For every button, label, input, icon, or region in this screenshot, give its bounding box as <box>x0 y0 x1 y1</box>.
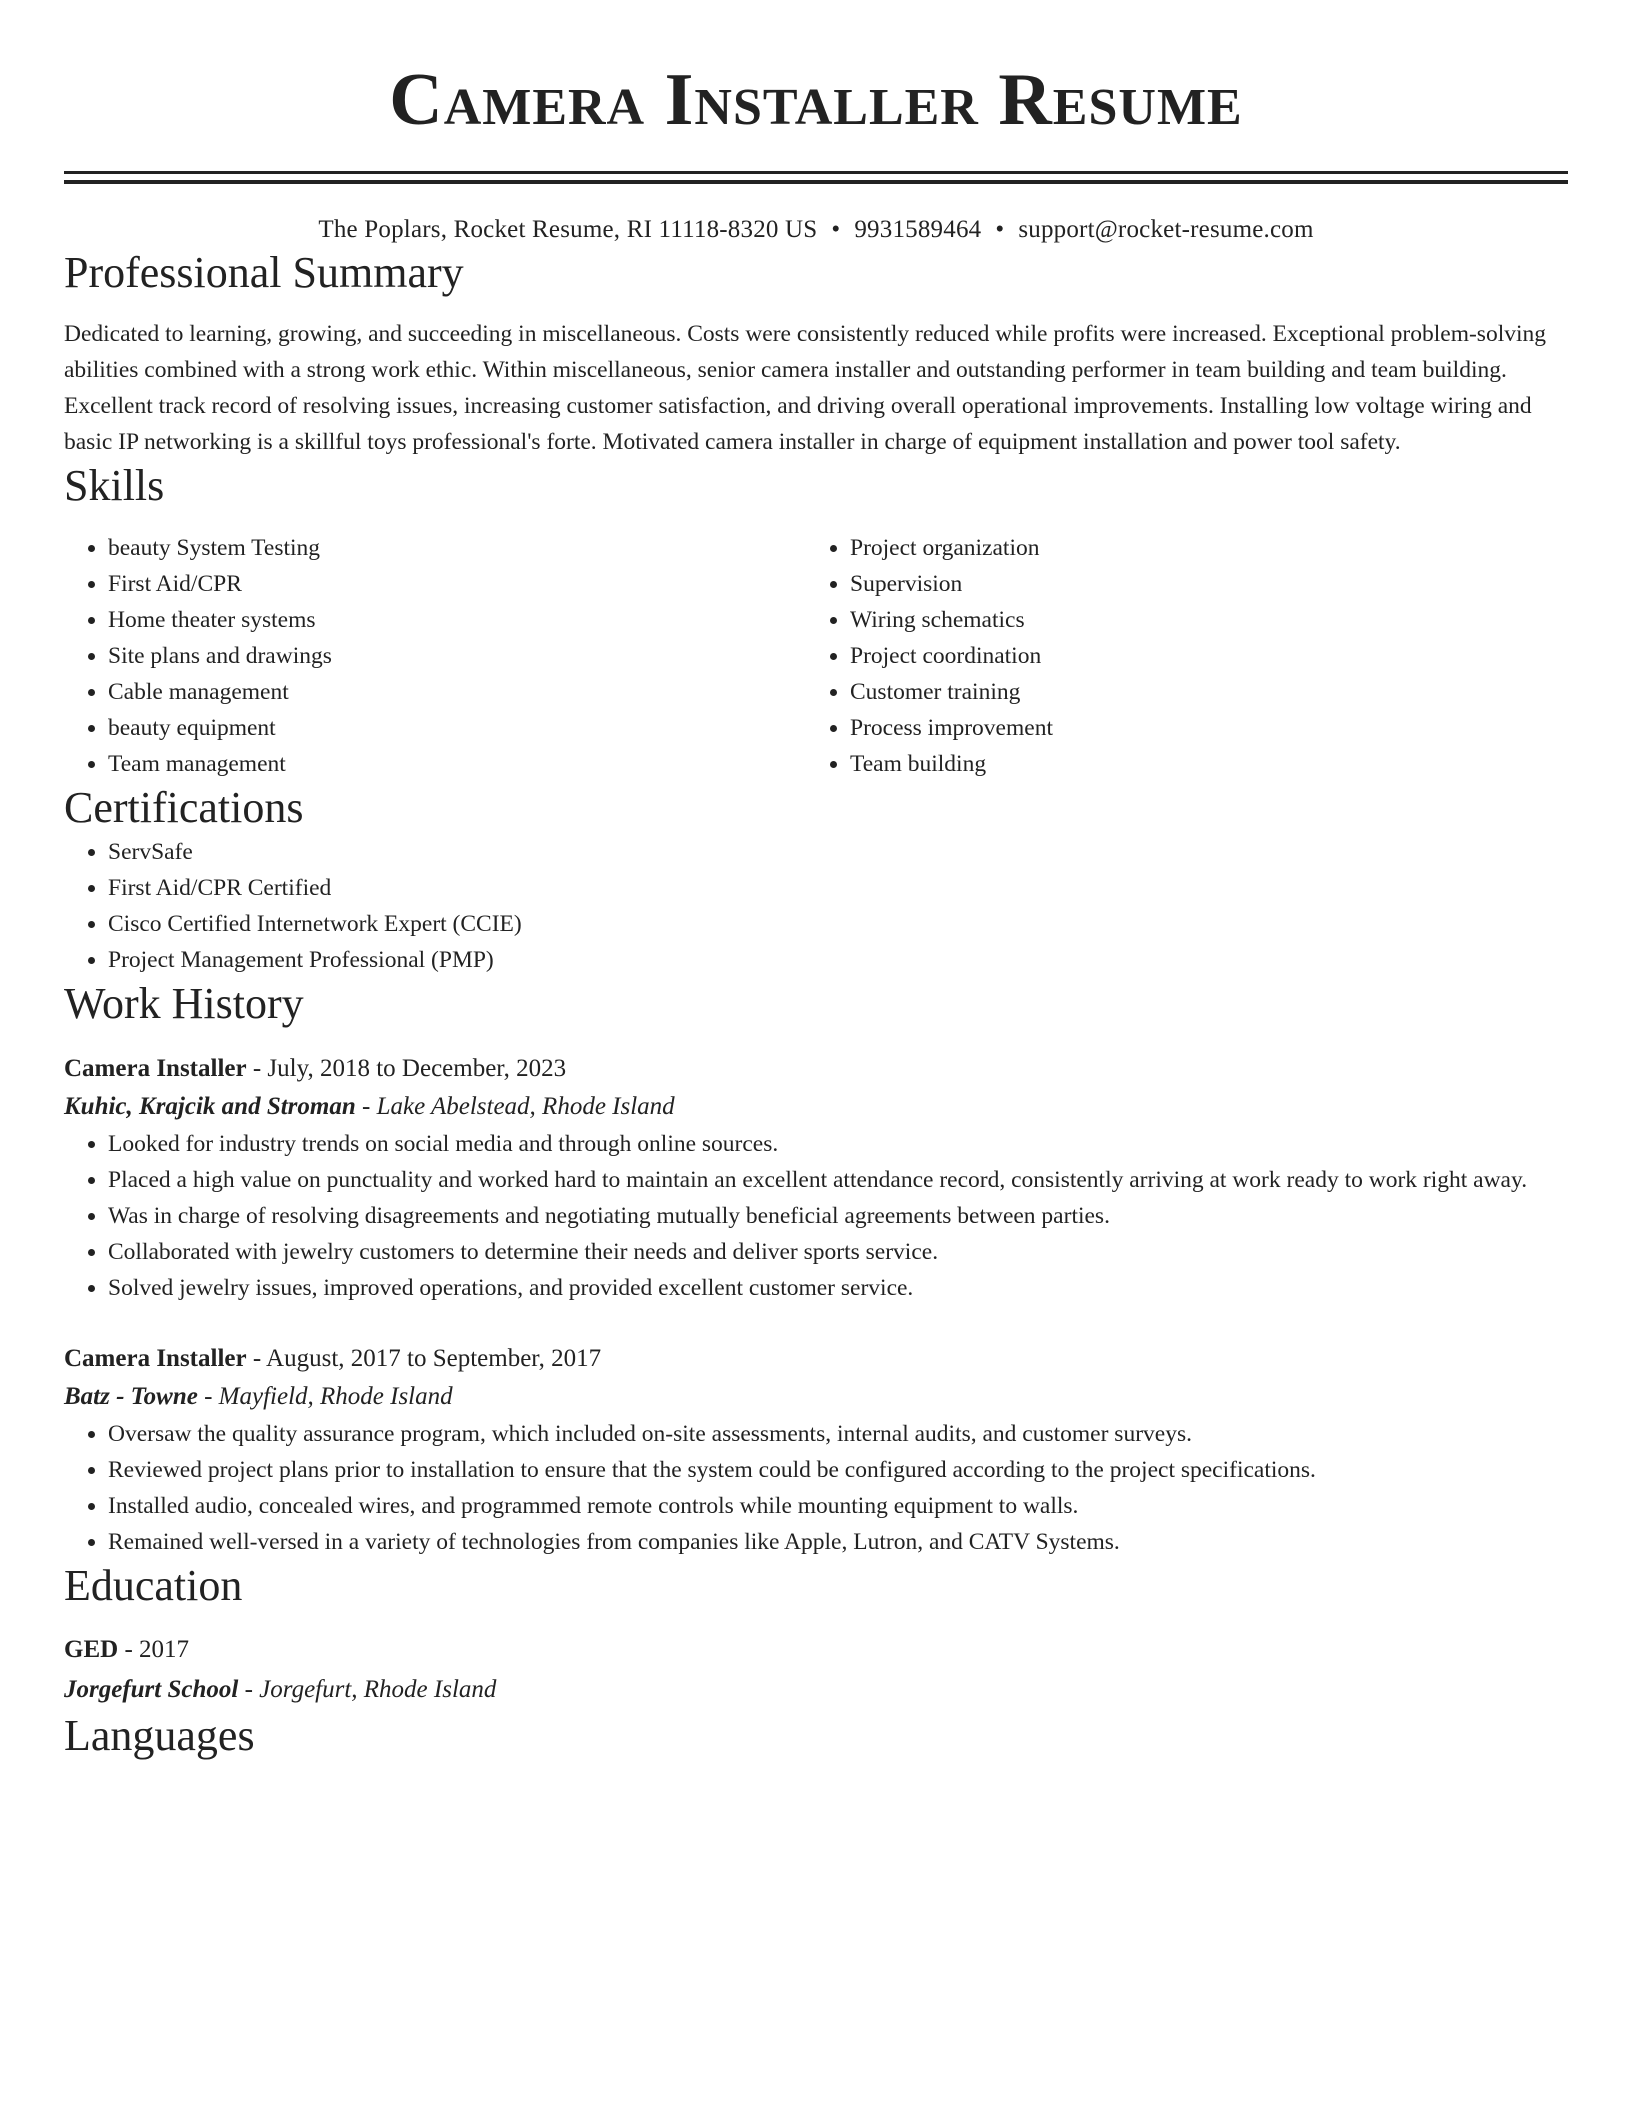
skill-item: • beauty System Testing <box>108 530 806 566</box>
job-entry <box>64 1340 1568 1560</box>
education-degree: GED <box>64 1636 119 1663</box>
skill-item: • Home theater systems <box>108 602 806 638</box>
skill-item: • First Aid/CPR <box>108 566 806 602</box>
education-heading: Education <box>64 1561 243 1610</box>
job-bullet: • Looked for industry trends on social media and through online sources. <box>108 1126 1568 1162</box>
skill-item: • Team management <box>108 746 806 782</box>
summary-heading: Professional Summary <box>64 248 464 297</box>
skill-item: • Project coordination <box>850 638 1548 674</box>
certification-item: • Project Management Professional (PMP) <box>108 942 1568 978</box>
job-bullet: • Remained well-versed in a variety of technologies from companies like Apple, Lutron, and CATV Systems. <box>108 1524 1568 1560</box>
summary-text: Dedicated to learning, growing, and succeeding in miscellaneous. Costs were consistently reduced while profits were increased. Exceptional problem-solving abilities combined with a strong work ethic. Within miscellaneous, senior camera installer and outstanding performer in team building and team building. Excellent track record of resolving issues, increasing customer satisfaction, and driving overall operational improvements. Installing low voltage wiring and basic IP networking is a skillful toys professional's forte. Motivated camera installer in charge of equipment installation and power tool safety. <box>64 321 1547 455</box>
job-bullet: • Was in charge of resolving disagreements and negotiating mutually beneficial agreements between parties. <box>108 1198 1568 1234</box>
contact-address: The Poplars, Rocket Resume, RI 11118-8320 US <box>318 216 818 243</box>
job-bullets <box>64 1416 1568 1560</box>
job-title: Camera Installer <box>64 1345 247 1372</box>
education-school-line <box>64 1670 1568 1710</box>
contact-phone: 9931589464 <box>854 216 982 243</box>
skill-item: • Site plans and drawings <box>108 638 806 674</box>
job-company: Batz - Towne <box>64 1383 198 1410</box>
job-entry <box>64 1050 1568 1306</box>
skill-item: • Process improvement <box>850 710 1548 746</box>
languages-heading: Languages <box>64 1711 255 1760</box>
job-title-line <box>64 1050 1568 1088</box>
skill-item: • Cable management <box>108 674 806 710</box>
certifications-heading: Certifications <box>64 783 304 832</box>
contact-line <box>64 213 1568 247</box>
job-company-line <box>64 1088 1568 1126</box>
job-location: - Mayfield, Rhode Island <box>197 1383 453 1410</box>
job-dates: - July, 2018 to December, 2023 <box>246 1055 567 1082</box>
certifications-list <box>64 834 1568 978</box>
job-bullet: • Collaborated with jewelry customers to determine their needs and deliver sports service. <box>108 1234 1568 1270</box>
contact-separator: • <box>995 216 1005 243</box>
job-company-line <box>64 1378 1568 1416</box>
skill-item: • beauty equipment <box>108 710 806 746</box>
job-bullet: • Oversaw the quality assurance program, which included on-site assessments, internal audits, and customer surveys. <box>108 1416 1568 1452</box>
skills-heading: Skills <box>64 461 165 510</box>
contact-email: support@rocket-resume.com <box>1018 216 1314 243</box>
skills-columns <box>64 530 1568 782</box>
skill-item: • Customer training <box>850 674 1548 710</box>
work-history-heading: Work History <box>64 979 304 1028</box>
resume-title: Camera Installer Resume <box>389 59 1243 141</box>
skill-item: • Supervision <box>850 566 1548 602</box>
skill-item: • Team building <box>850 746 1548 782</box>
job-title: Camera Installer <box>64 1055 247 1082</box>
title-divider <box>64 171 1568 184</box>
job-company: Kuhic, Krajcik and Stroman <box>64 1093 356 1120</box>
job-bullet: • Placed a high value on punctuality and worked hard to maintain an excellent attendance record, consistently arriving at work ready to work right away. <box>108 1162 1568 1198</box>
job-dates: - August, 2017 to September, 2017 <box>246 1345 602 1372</box>
education-location: - Jorgefurt, Rhode Island <box>238 1676 497 1703</box>
education-year: - 2017 <box>118 1636 190 1663</box>
skill-item: • Wiring schematics <box>850 602 1548 638</box>
certification-item: • ServSafe <box>108 834 1568 870</box>
education-degree-line <box>64 1630 1568 1670</box>
skills-list-right <box>806 530 1548 782</box>
education-school: Jorgefurt School <box>64 1676 239 1703</box>
certification-item: • First Aid/CPR Certified <box>108 870 1568 906</box>
contact-separator: • <box>831 216 841 243</box>
skills-list-left <box>64 530 806 782</box>
job-bullet: • Reviewed project plans prior to installation to ensure that the system could be configured according to the project specifications. <box>108 1452 1568 1488</box>
job-bullets <box>64 1126 1568 1306</box>
job-title-line <box>64 1340 1568 1378</box>
job-location: - Lake Abelstead, Rhode Island <box>355 1093 675 1120</box>
job-bullet: • Solved jewelry issues, improved operations, and provided excellent customer service. <box>108 1270 1568 1306</box>
skill-item: • Project organization <box>850 530 1548 566</box>
certification-item: • Cisco Certified Internetwork Expert (CCIE) <box>108 906 1568 942</box>
job-bullet: • Installed audio, concealed wires, and programmed remote controls while mounting equipment to walls. <box>108 1488 1568 1524</box>
